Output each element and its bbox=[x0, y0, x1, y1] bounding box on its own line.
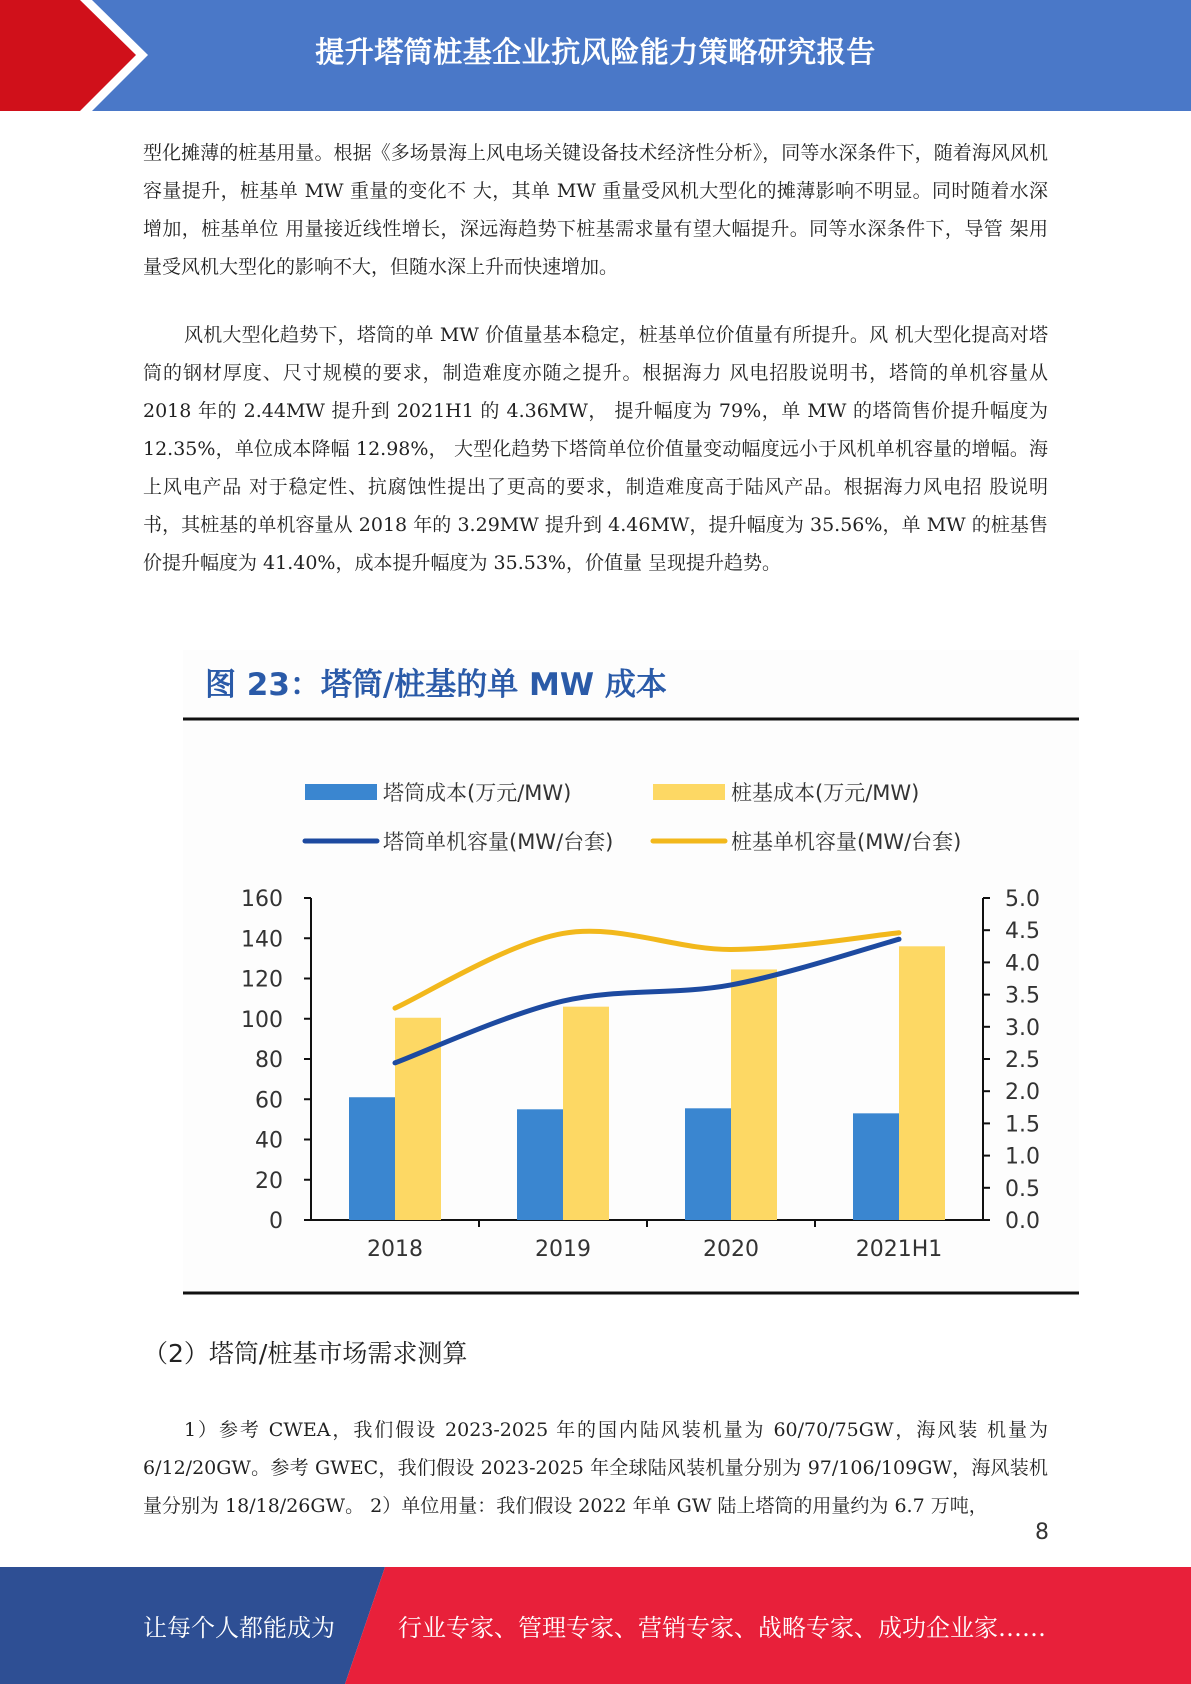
right-tick-label: 2.0 bbox=[1005, 1080, 1040, 1106]
legend-swatch-tower-cost bbox=[305, 784, 377, 800]
bar-pile-cost bbox=[563, 1007, 609, 1220]
right-tick-label: 1.0 bbox=[1005, 1144, 1040, 1170]
body-paragraph-3: 1）参考 CWEA，我们假设 2023-2025 年的国内陆风装机量为 60/70/75GW，海风装 机量为 6/12/20GW。参考 GWEC，我们假设 2023-2025 年全球陆风装机量分别为 97/106/109GW，海风装机量分别为 18/18/26GW。 2）单位用量：我们假设 2022 年单 GW 陆上塔筒的用量约为 6.7 万吨， bbox=[143, 1419, 1048, 1517]
body-paragraph-2: 风机大型化趋势下，塔筒的单 MW 价值量基本稳定，桩基单位价值量有所提升。风 机大型化提高对塔筒的钢材厚度、尺寸规模的要求，制造难度亦随之提升。根据海力 风电招股说明书，塔筒的单机容量从 2018 年的 2.44MW 提升到 2021H1 的 4.36MW， 提升幅度为 79%，单 MW 的塔筒售价提升幅度为 12.35%，单位成本降幅 12.98%， 大型化趋势下塔筒单位价值量变动幅度远小于风机单机容量的增幅。海上风电产品 对于稳定性、抗腐蚀性提出了更高的要求，制造难度高于陆风产品。根据海力风电招 股说明书，其桩基的单机容量从 2018 年的 3.29MW 提升到 4.46MW，提升幅度为 35.56%，单 MW 的桩基售价提升幅度为 41.40%，成本提升幅度为 35.53%，价值量 呈现提升趋势。 bbox=[143, 324, 1048, 574]
page-number: 8 bbox=[1035, 1520, 1049, 1545]
left-tick-label: 160 bbox=[241, 887, 283, 912]
right-tick-label: 4.0 bbox=[1005, 951, 1040, 977]
header-chevron-decoration bbox=[0, 0, 160, 111]
legend-swatch-pile-cost bbox=[653, 784, 725, 800]
right-tick-label: 5.0 bbox=[1005, 887, 1040, 912]
right-tick-label: 0.0 bbox=[1005, 1209, 1040, 1234]
report-footer bbox=[0, 1567, 1191, 1684]
left-tick-label: 80 bbox=[255, 1048, 283, 1073]
right-tick-label: 2.5 bbox=[1005, 1048, 1040, 1073]
bar-pile-cost bbox=[731, 969, 777, 1220]
legend-label-pile-capacity: 桩基单机容量(MW/台套) bbox=[731, 830, 962, 854]
legend-label-tower-capacity: 塔筒单机容量(MW/台套) bbox=[383, 830, 614, 854]
right-tick-label: 4.5 bbox=[1005, 919, 1040, 945]
chart-title: 图 23：塔筒/桩基的单 MW 成本 bbox=[205, 667, 667, 703]
header-chevron-red bbox=[0, 0, 136, 111]
chart-svg bbox=[183, 650, 1079, 1296]
bar-tower-cost bbox=[349, 1097, 395, 1220]
bar-tower-cost bbox=[853, 1113, 899, 1220]
right-tick-label: 3.0 bbox=[1005, 1015, 1040, 1041]
footer-slogan-left: 让每个人都能成为 bbox=[143, 1614, 335, 1642]
x-tick-label: 2019 bbox=[535, 1237, 591, 1262]
report-title: 提升塔筒桩基企业抗风险能力策略研究报告 bbox=[315, 34, 876, 69]
legend-label-tower-cost: 塔筒成本(万元/MW) bbox=[383, 781, 572, 805]
right-tick-label: 1.5 bbox=[1005, 1112, 1040, 1138]
x-tick-label: 2021H1 bbox=[855, 1237, 943, 1262]
x-tick-label: 2018 bbox=[367, 1237, 423, 1262]
left-tick-label: 100 bbox=[241, 1007, 283, 1033]
left-tick-label: 0 bbox=[269, 1209, 283, 1234]
right-tick-label: 0.5 bbox=[1005, 1176, 1040, 1202]
left-tick-label: 20 bbox=[255, 1168, 283, 1194]
left-tick-label: 60 bbox=[255, 1088, 283, 1114]
body-paragraph-1: 型化摊薄的桩基用量。根据《多场景海上风电场关键设备技术经济性分析》，同等水深条件下，随着海风风机容量提升，桩基单 MW 重量的变化不 大，其单 MW 重量受风机大型化的摊薄影响不明显。同时随着水深增加，桩基单位 用量接近线性增长，深远海趋势下桩基需求量有望大幅提升。同等水深条件下，导管 架用量受风机大型化的影响不大，但随水深上升而快速增加。 bbox=[143, 142, 1048, 278]
legend-label-pile-cost: 桩基成本(万元/MW) bbox=[731, 781, 920, 805]
left-tick-label: 120 bbox=[241, 967, 283, 993]
figure-23-chart bbox=[183, 650, 1079, 1296]
bar-tower-cost bbox=[517, 1109, 563, 1220]
left-tick-label: 40 bbox=[255, 1128, 283, 1154]
report-header bbox=[0, 0, 1191, 111]
footer-slogan-right: 行业专家、管理专家、营销专家、战略专家、成功企业家…… bbox=[398, 1614, 1046, 1642]
left-tick-label: 140 bbox=[241, 927, 283, 953]
section-subheading: （2）塔筒/桩基市场需求测算 bbox=[143, 1339, 468, 1368]
bar-pile-cost bbox=[899, 946, 945, 1220]
right-tick-label: 3.5 bbox=[1005, 983, 1040, 1009]
x-tick-label: 2020 bbox=[703, 1237, 759, 1262]
bar-tower-cost bbox=[685, 1108, 731, 1220]
